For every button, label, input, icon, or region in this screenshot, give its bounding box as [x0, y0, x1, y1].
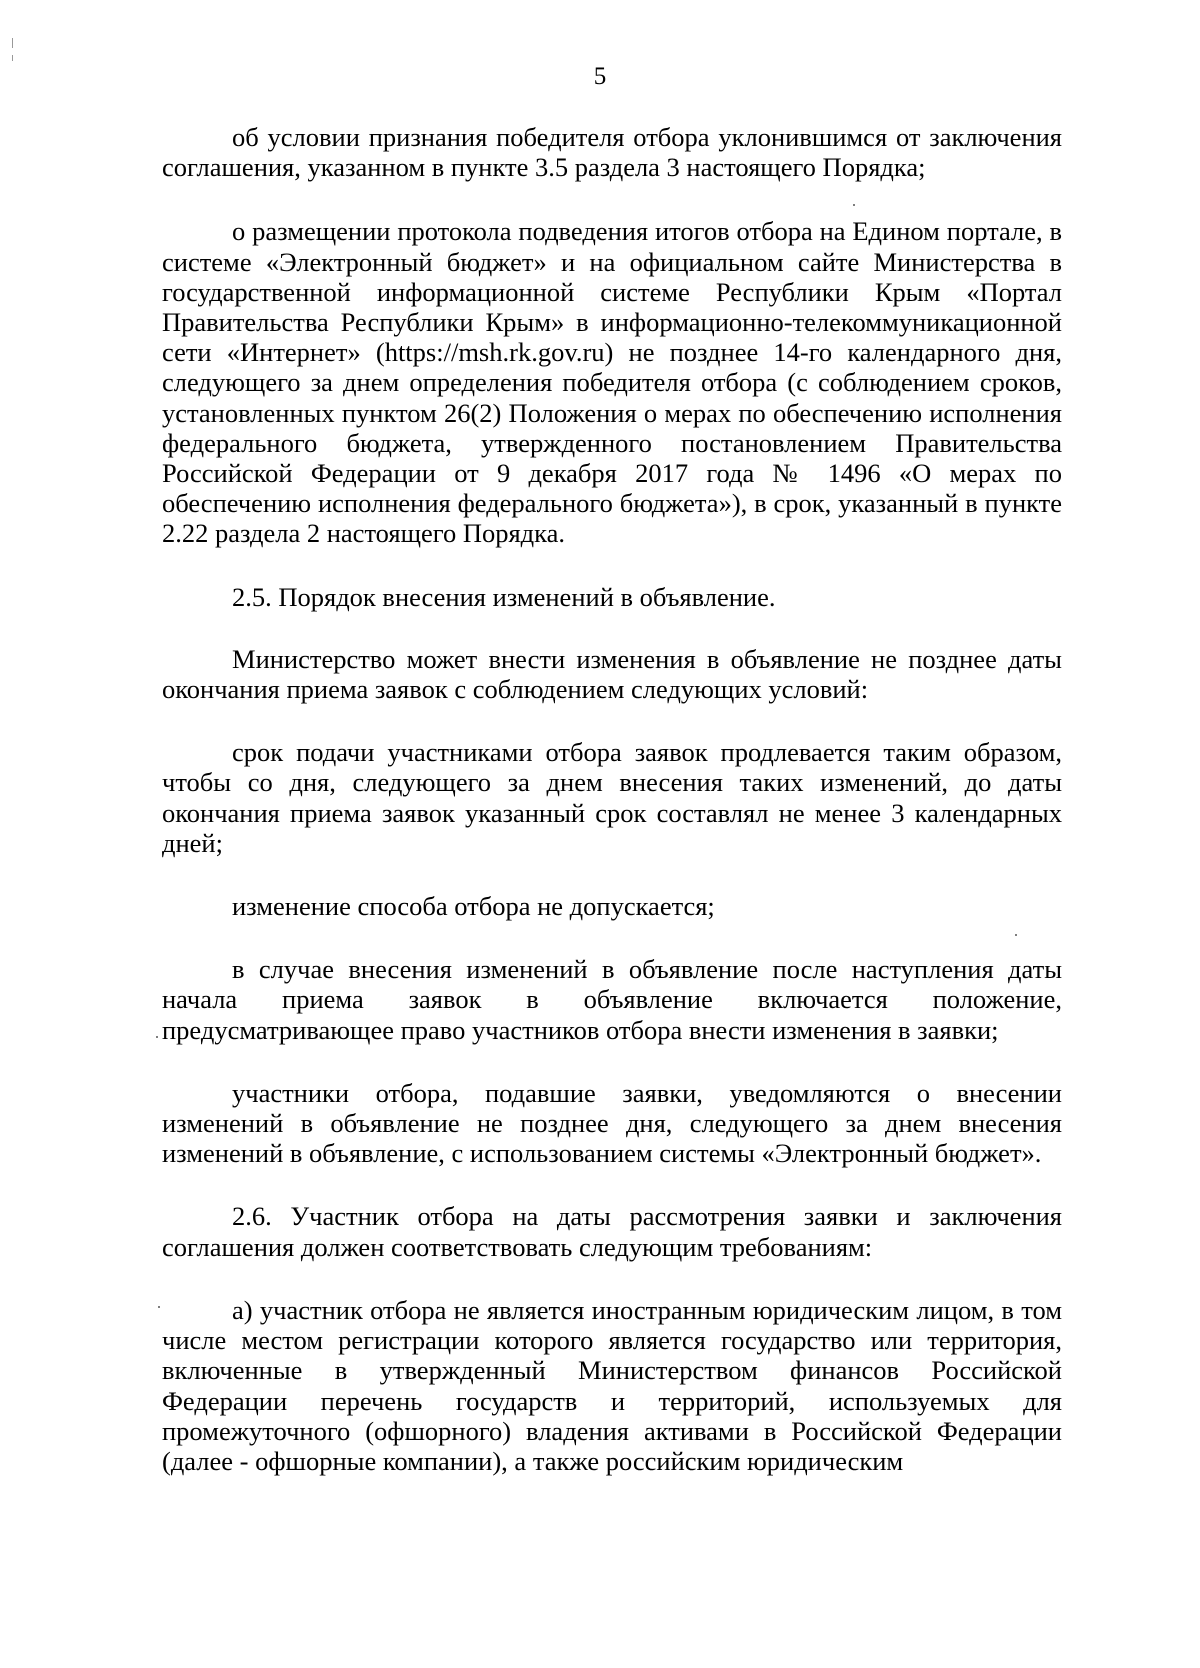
paragraph: в случае внесения изменений в объявление после наступления даты начала приема заявок в объявление включается положение, предусматривающее право участников отбора внести изменения в заявки;: [162, 954, 1062, 1045]
section-heading: 2.6. Участник отбора на даты рассмотрения заявки и заключения соглашения должен соответствовать следующим требованиям:: [162, 1201, 1062, 1262]
document-body: [162, 122, 1062, 1476]
scan-speck: [853, 204, 855, 206]
paragraph: Министерство может внести изменения в объявление не позднее даты окончания приема заявок с соблюдением следующих условий:: [162, 643, 1062, 705]
paragraph: о размещении протокола подведения итогов отбора на Едином портале, в системе «Электронный бюджет» и на официальном сайте Министерства в государственной информационной системе Республики Крым «Портал Правительства Республики Крым» в информационно-телекоммуникационной сети «Интернет» (https://msh.rk.gov.ru) не позднее 14-го календарного дня, следующего за днем определения победителя отбора (с соблюдением сроков, установленных пунктом 26(2) Положения о мерах по обеспечению исполнения федерального бюджета, утвержденного постановлением Правительства Российской Федерации от 9 декабря 2017 года № 1496 «О мерах по обеспечению исполнения федерального бюджета»), в срок, указанный в пункте 2.22 раздела 2 настоящего Порядка.: [162, 216, 1062, 549]
paragraph: изменение способа отбора не допускается;: [232, 891, 715, 922]
scan-speck: [158, 1306, 160, 1308]
page-number: 5: [593, 63, 607, 90]
paragraph: об условии признания победителя отбора уклонившимся от заключения соглашения, указанном в пункте 3.5 раздела 3 настоящего Порядка;: [162, 122, 1062, 183]
paragraph: срок подачи участниками отбора заявок продлевается таким образом, чтобы со дня, следующего за днем внесения таких изменений, до даты окончания приема заявок указанный срок составлял не менее 3 календарных дней;: [162, 737, 1062, 858]
scan-edge-mark: [12, 55, 13, 61]
paragraph: участники отбора, подавшие заявки, уведомляются о внесении изменений в объявление не позднее дня, следующего за днем внесения изменений в объявление, с использованием системы «Электронный бюджет».: [162, 1077, 1062, 1169]
section-heading: 2.5. Порядок внесения изменений в объявление.: [232, 581, 776, 612]
scan-speck: [156, 1036, 158, 1038]
scan-edge-mark: [12, 38, 13, 48]
paragraph: а) участник отбора не является иностранным юридическим лицом, в том числе местом регистрации которого является государство или территория, включенные в утвержденный Министерством финансов Российской Федерации перечень государств и территорий, используемых для промежуточного (офшорного) владения активами в Российской Федерации (далее - офшорные компании), а также российским юридическим: [162, 1294, 1062, 1476]
scan-speck: [1015, 934, 1017, 936]
